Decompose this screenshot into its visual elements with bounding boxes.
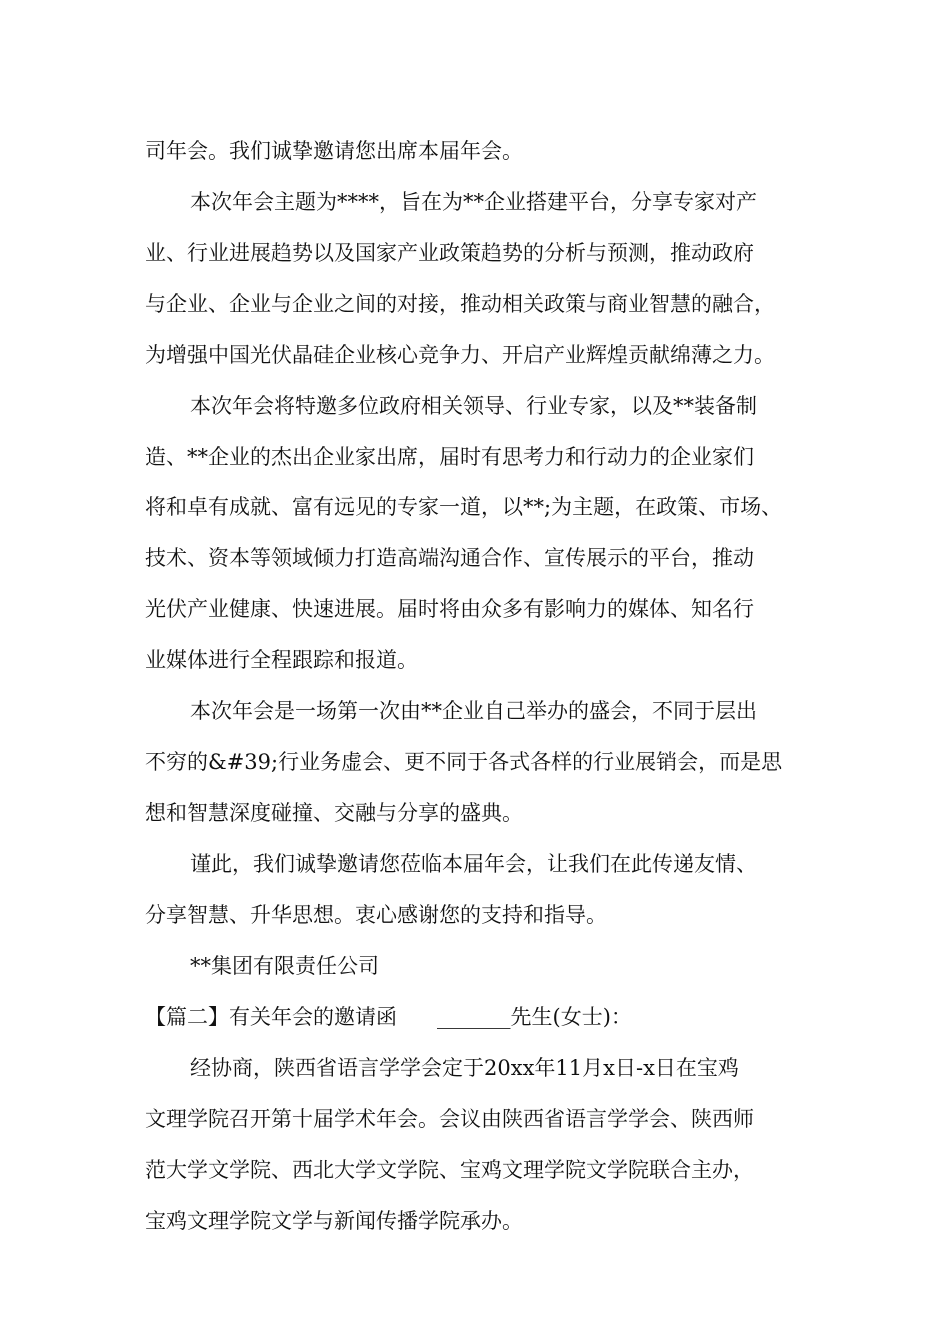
text-line: 光伏产业健康、快速进展。届时将由众多有影响力的媒体、知名行 [145,597,754,621]
text-line: 文理学院召开第十届学术年会。会议由陕西省语言学学会、陕西师 [145,1107,754,1131]
section-heading-line [145,1004,632,1030]
text-line: 经协商，陕西省语言学学会定于20xx年11月x日-x日在宝鸡 [190,1056,739,1080]
text-line: 业、行业进展趋势以及国家产业政策趋势的分析与预测，推动政府 [145,241,754,265]
salutation: _______先生(女士)： [437,1005,632,1029]
text-line: 范大学文学院、西北大学文学院、宝鸡文理学院文学院联合主办， [145,1158,754,1182]
text-line: 与企业、企业与企业之间的对接，推动相关政策与商业智慧的融合， [145,292,775,316]
text-line: 技术、资本等领域倾力打造高端沟通合作、宣传展示的平台，推动 [145,546,754,570]
company-signature: **集团有限责任公司 [190,954,379,978]
text-line: 造、**企业的杰出企业家出席，届时有思考力和行动力的企业家们 [145,445,754,469]
text-line: 业媒体进行全程跟踪和报道。 [145,648,418,672]
text-line: 本次年会主题为****，旨在为**企业搭建平台，分享专家对产 [190,190,757,214]
text-line: 本次年会是一场第一次由**企业自己举办的盛会，不同于层出 [190,699,757,723]
text-line: 为增强中国光伏晶硅企业核心竞争力、开启产业辉煌贡献绵薄之力。 [145,343,775,367]
text-line: 本次年会将特邀多位政府相关领导、行业专家，以及**装备制 [190,394,757,418]
text-line: 将和卓有成就、富有远见的专家一道，以**;为主题，在政策、市场、 [145,495,783,519]
text-line: 谨此，我们诚挚邀请您莅临本届年会，让我们在此传递友情、 [190,852,757,876]
text-line: 不穷的&#39;行业务虚会、更不同于各式各样的行业展销会，而是思 [145,750,783,774]
text-line: 想和智慧深度碰撞、交融与分享的盛典。 [145,801,523,825]
text-line: 宝鸡文理学院文学与新闻传播学院承办。 [145,1209,523,1233]
section-heading: 【篇二】有关年会的邀请函 [145,1005,397,1029]
text-line: 司年会。我们诚挚邀请您出席本届年会。 [145,139,523,163]
text-line: 分享智慧、升华思想。衷心感谢您的支持和指导。 [145,903,607,927]
